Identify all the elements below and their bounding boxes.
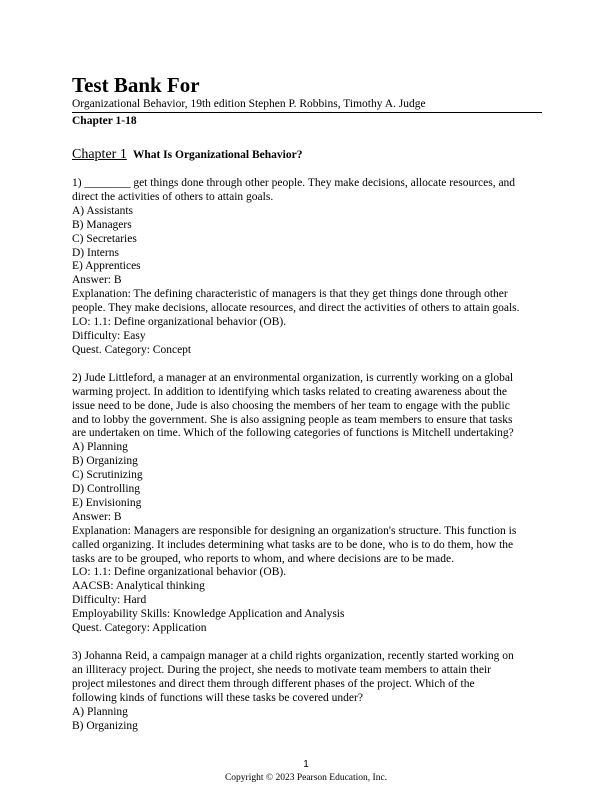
- question-line: people. They make decisions, allocate resources, and direct the activities of others to attain goals.: [72, 302, 520, 315]
- question-line: B) Organizing: [72, 719, 138, 732]
- copyright-notice: Copyright © 2023 Pearson Education, Inc.: [224, 773, 388, 783]
- question-line: Answer: B: [72, 274, 122, 287]
- question-line: Explanation: Managers are responsible for designing an organization's structure. This function is: [72, 524, 517, 537]
- question-line: A) Planning: [72, 441, 128, 454]
- question-line: Difficulty: Easy: [72, 329, 146, 342]
- question-line: B) Managers: [72, 218, 132, 231]
- question-line: A) Assistants: [72, 204, 134, 217]
- question-line: issue need to be done, Jude is also choosing the members of her team to engage with the public: [72, 399, 510, 412]
- question-line: tasks are to be grouped, who reports to whom, and where decisions are to be made.: [72, 552, 454, 565]
- question-line: an illiteracy project. During the project, she needs to motivate team members to attain their: [72, 663, 491, 676]
- question-block: [72, 177, 542, 358]
- question-line: and to lobby the government. She is also assigning people as team members to ensure that tasks: [72, 413, 513, 426]
- question-line: D) Interns: [72, 246, 119, 259]
- question-block: [72, 650, 542, 733]
- question-line: direct the activities of others to attain goals.: [72, 190, 274, 203]
- question-line: E) Apprentices: [72, 260, 141, 273]
- question-line: following kinds of functions will these tasks be covered under?: [72, 691, 363, 704]
- question-line: AACSB: Analytical thinking: [72, 580, 205, 593]
- question-line: D) Controlling: [72, 483, 141, 496]
- question-line: 1) ________ get things done through other people. They make decisions, allocate resources, and: [72, 177, 516, 189]
- question-line: are undertaken on time. Which of the following categories of functions is Mitchell undertaking?: [72, 427, 514, 440]
- question-line: Difficulty: Hard: [72, 594, 147, 607]
- question-line: A) Planning: [72, 705, 128, 718]
- question-line: called organizing. It includes determining what tasks are to be done, who is to do them, how the: [72, 538, 514, 551]
- question-line: Employability Skills: Knowledge Application and Analysis: [72, 608, 345, 621]
- question-line: Quest. Category: Application: [72, 622, 207, 635]
- document-title: Test Bank For: [72, 73, 200, 97]
- question-line: Answer: B: [72, 510, 122, 523]
- question-line: C) Scrutinizing: [72, 469, 143, 482]
- question-line: LO: 1.1: Define organizational behavior (OB).: [72, 566, 287, 579]
- question-line: C) Secretaries: [72, 232, 137, 245]
- question-block: [72, 372, 542, 636]
- document-subtitle: Organizational Behavior, 19th edition Stephen P. Robbins, Timothy A. Judge: [72, 98, 426, 110]
- chapter-range: Chapter 1-18: [72, 115, 137, 127]
- question-line: 2) Jude Littleford, a manager at an environmental organization, is currently working on a global: [72, 371, 514, 384]
- question-line: warming project. In addition to identifying which tasks related to creating awareness about the: [72, 385, 507, 398]
- page-content: [72, 74, 542, 733]
- question-line: Explanation: The defining characteristic of managers is that they get things done through other: [72, 288, 508, 301]
- question-line: Quest. Category: Concept: [72, 343, 192, 356]
- header-rule: [72, 112, 542, 113]
- question-list: [72, 177, 542, 733]
- question-line: project milestones and direct them through different phases of the project. Which of the: [72, 677, 475, 690]
- question-line: LO: 1.1: Define organizational behavior (OB).: [72, 316, 287, 329]
- chapter-number: Chapter 1: [72, 147, 127, 162]
- page-number: 1: [303, 759, 309, 770]
- chapter-name: What Is Organizational Behavior?: [132, 149, 303, 161]
- question-line: E) Envisioning: [72, 496, 142, 509]
- question-line: B) Organizing: [72, 455, 138, 468]
- question-line: 3) Johanna Reid, a campaign manager at a child rights organization, recently started working on: [72, 650, 514, 662]
- chapter-heading: [72, 146, 542, 163]
